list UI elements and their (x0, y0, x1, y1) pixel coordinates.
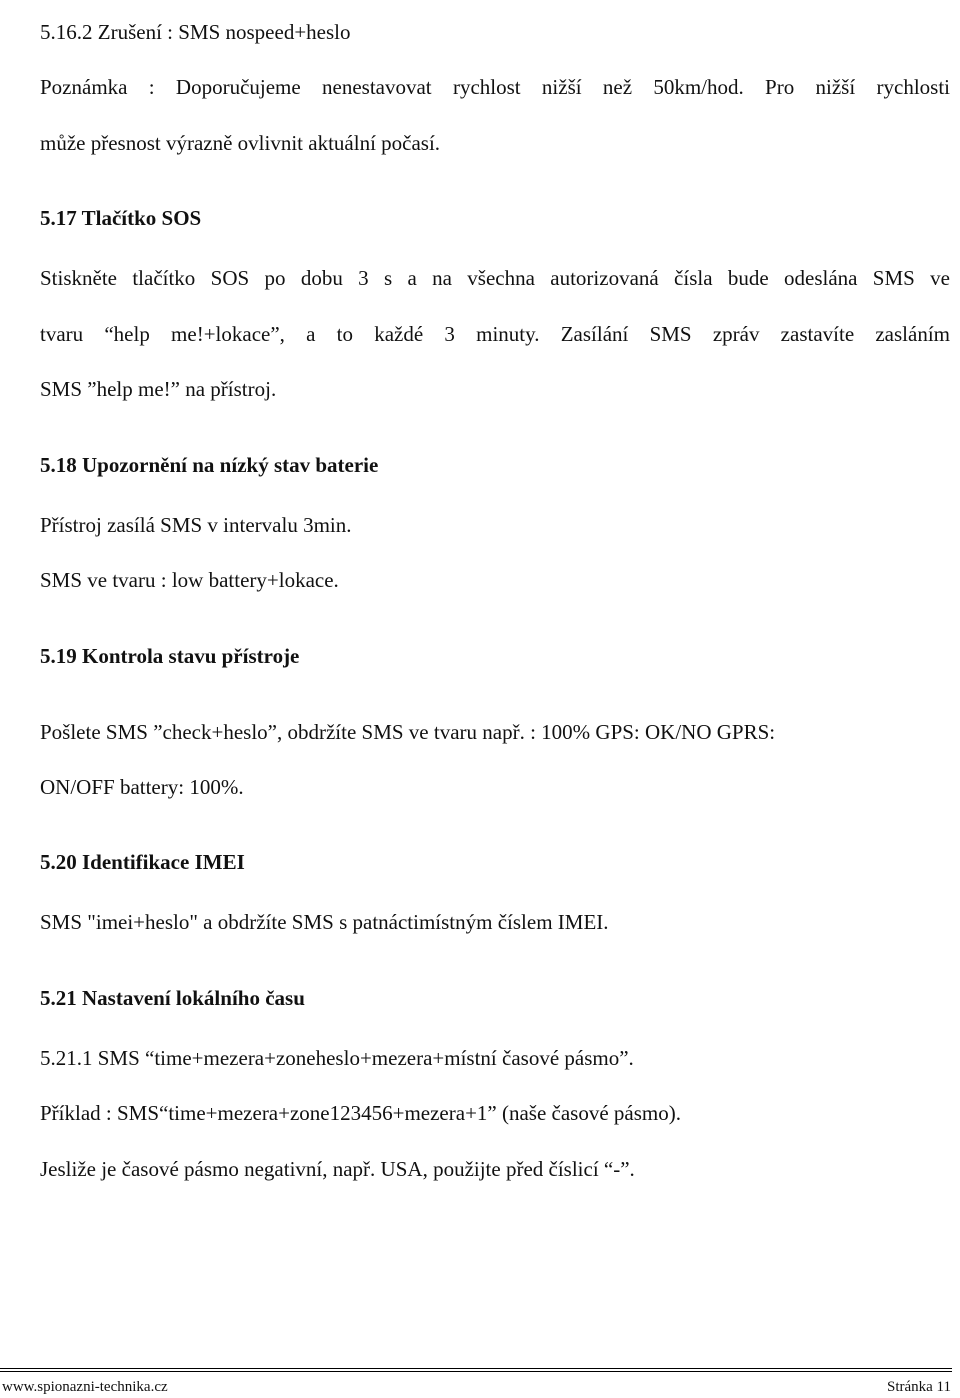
paragraph-line: Přístroj zasílá SMS v intervalu 3min. (40, 513, 352, 537)
section-heading-5-21: 5.21 Nastavení lokálního času (40, 986, 305, 1010)
paragraph-line: Jesliže je časové pásmo negativní, např. USA, použijte před číslicí “-”. (40, 1157, 635, 1181)
section-heading-5-17: 5.17 Tlačítko SOS (40, 206, 202, 230)
paragraph-line: SMS ”help me!” na přístroj. (40, 377, 277, 401)
footer-website: www.spionazni-technika.cz (2, 1379, 168, 1395)
paragraph-line: Příklad : SMS“time+mezera+zone123456+mezera+1” (naše časové pásmo). (40, 1101, 681, 1125)
paragraph-line: SMS "imei+heslo" a obdržíte SMS s patnáctimístným číslem IMEI. (40, 910, 609, 934)
subsection-heading-5-16-2: 5.16.2 Zrušení : SMS nospeed+heslo (40, 20, 351, 44)
paragraph-line: ON/OFF battery: 100%. (40, 775, 244, 799)
note-text-line-2: může přesnost výrazně ovlivnit aktuální počasí. (40, 131, 441, 155)
paragraph-line: tvaru “help me!+lokace”, a to každé 3 minuty. Zasílání SMS zpráv zastavíte zasláním (40, 322, 950, 346)
paragraph-line: 5.21.1 SMS “time+mezera+zoneheslo+mezera+místní časové pásmo”. (40, 1046, 634, 1070)
note-text-line-1: Poznámka : Doporučujeme nenestavovat rychlost nižší než 50km/hod. Pro nižší rychlosti (40, 75, 950, 99)
footer-divider (0, 1371, 952, 1372)
footer-page-number: Stránka 11 (886, 1379, 951, 1395)
section-heading-5-18: 5.18 Upozornění na nízký stav baterie (40, 453, 379, 477)
paragraph-line: Stiskněte tlačítko SOS po dobu 3 s a na všechna autorizovaná čísla bude odeslána SMS ve (40, 266, 950, 290)
footer-divider (0, 1368, 952, 1369)
section-heading-5-19: 5.19 Kontrola stavu přístroje (40, 644, 300, 668)
paragraph-line: Pošlete SMS ”check+heslo”, obdržíte SMS ve tvaru např. : 100% GPS: OK/NO GPRS: (40, 720, 776, 744)
paragraph-line: SMS ve tvaru : low battery+lokace. (40, 568, 339, 592)
section-heading-5-20: 5.20 Identifikace IMEI (40, 850, 245, 874)
